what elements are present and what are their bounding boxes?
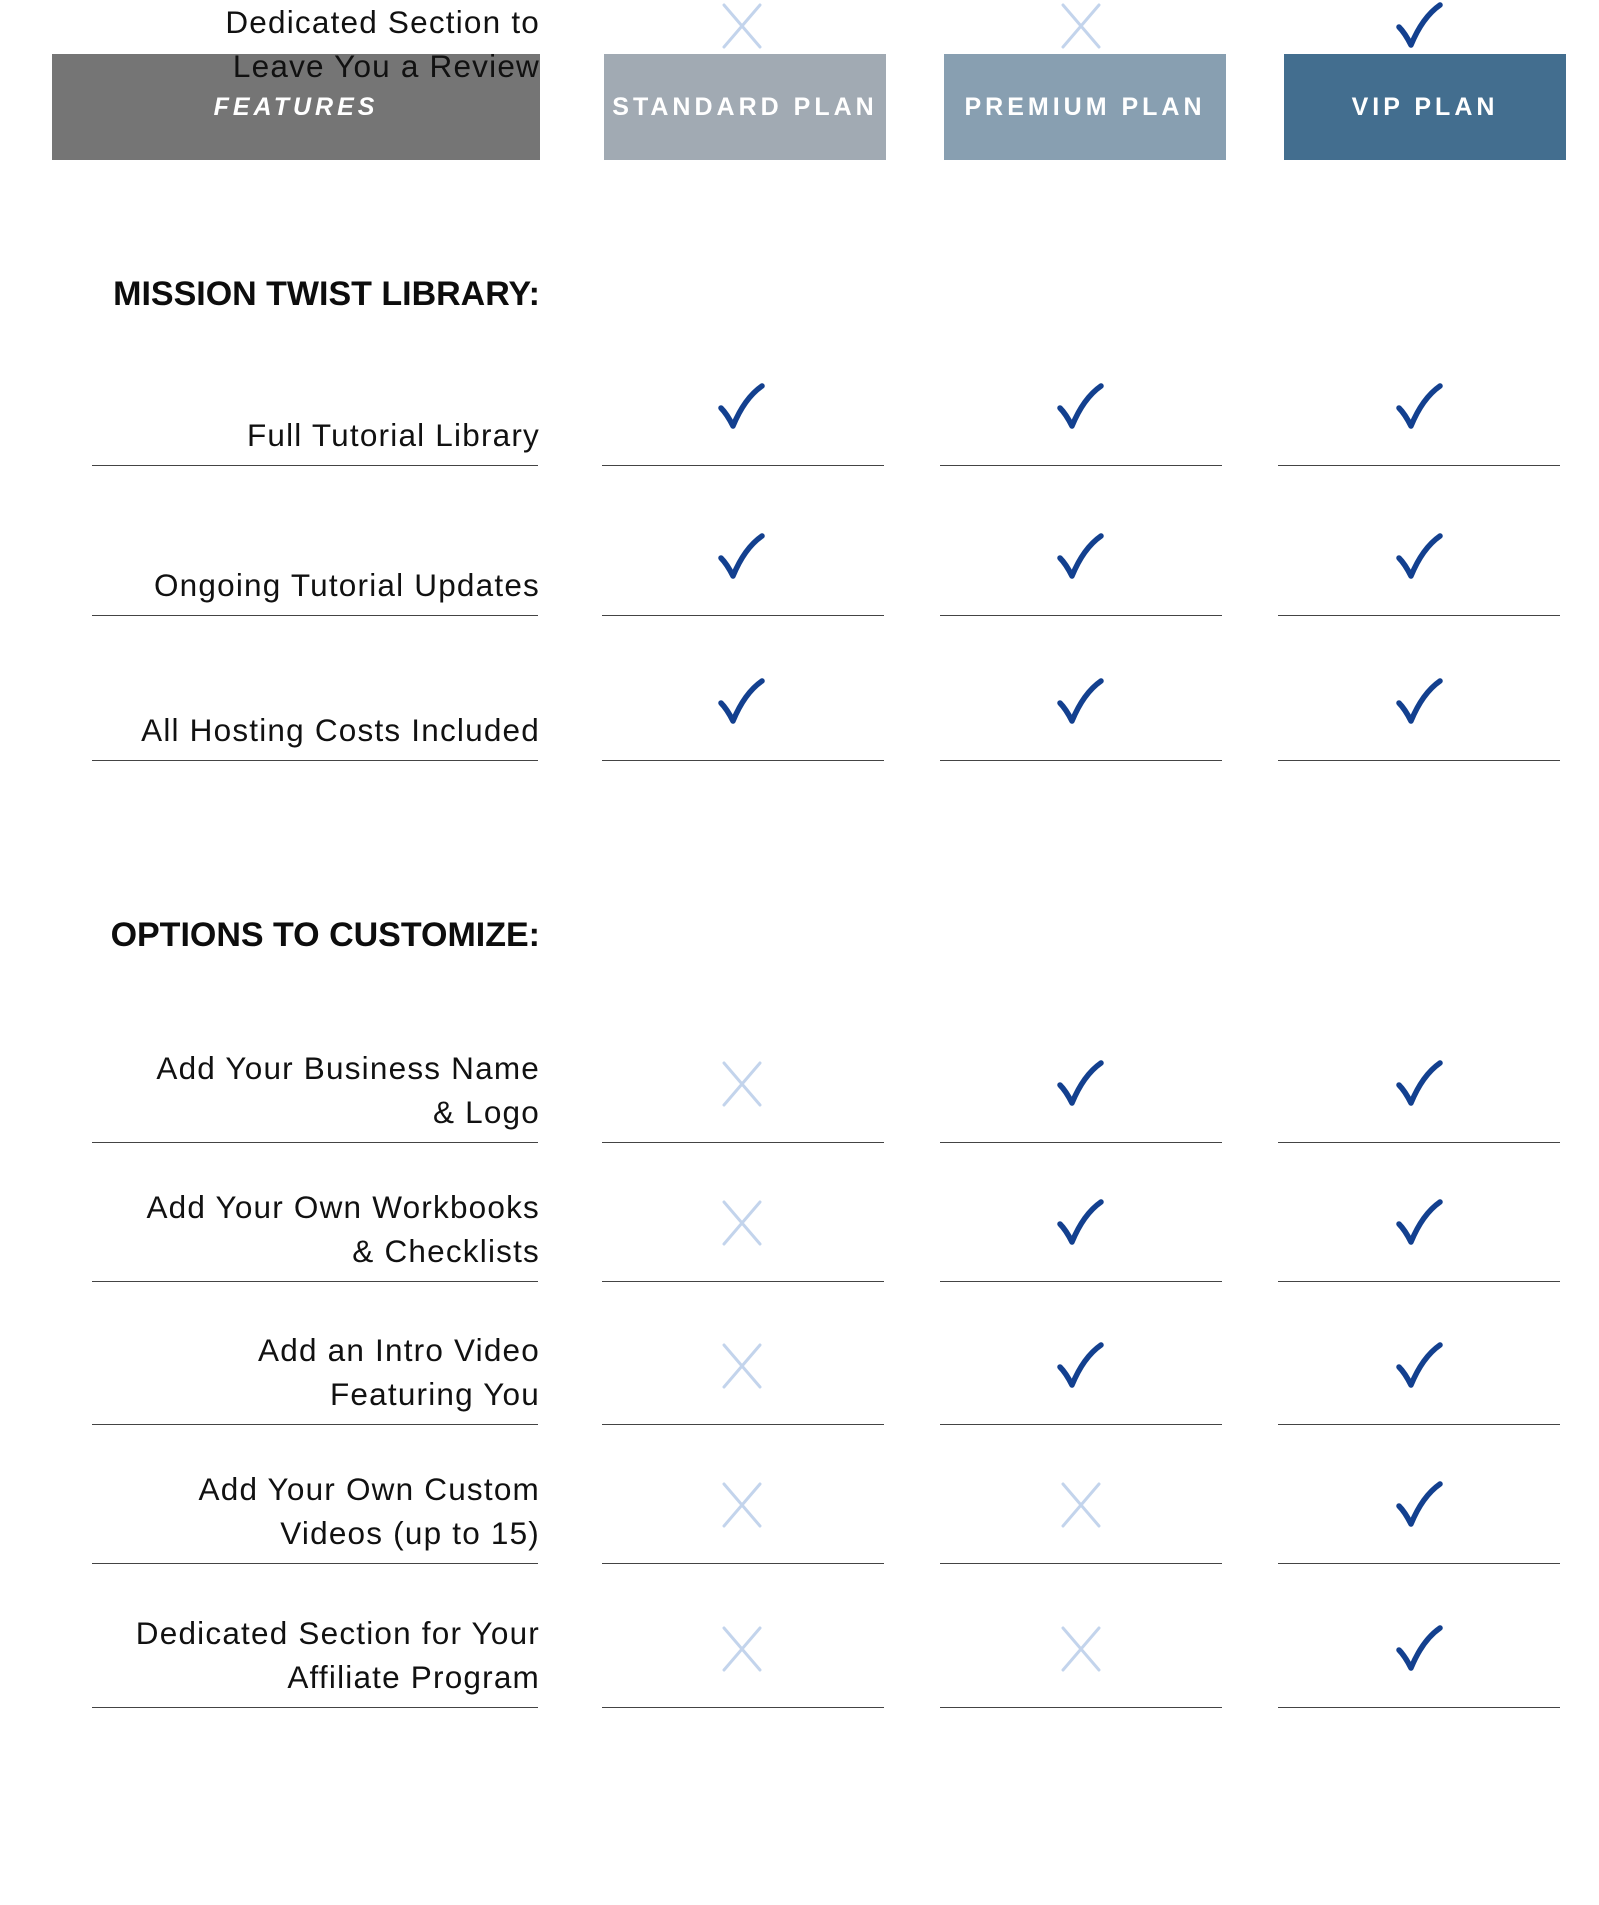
check-icon-premium [1055,381,1107,433]
feature-label [52,1611,540,1699]
check-icon-vip [1394,1197,1446,1249]
feature-label-line2: Leave You a Review [232,48,540,84]
premium-plan-header[interactable]: PREMIUM PLAN [944,54,1226,160]
feature-label-line1: Add Your Business Name [156,1050,540,1086]
check-icon-standard [716,676,768,728]
row-divider-standard [602,1424,884,1425]
cross-icon-standard [716,1197,768,1249]
check-icon-vip [1394,0,1446,52]
section-title-customize: OPTIONS TO CUSTOMIZE: [110,916,540,954]
check-icon-premium [1055,531,1107,583]
check-icon-premium [1055,1340,1107,1392]
row-divider-features [92,1563,538,1564]
row-divider-features [92,1142,538,1143]
row-divider-standard [602,1142,884,1143]
check-icon-vip [1394,1340,1446,1392]
row-divider-premium [940,1142,1222,1143]
feature-label-line2: Videos (up to 15) [280,1515,540,1551]
row-divider-vip [1278,1563,1560,1564]
feature-label-line1: Full Tutorial Library [246,417,540,453]
row-divider-vip [1278,1707,1560,1708]
feature-label [52,1046,540,1134]
row-divider-standard [602,1707,884,1708]
row-divider-standard [602,1281,884,1282]
row-divider-vip [1278,1281,1560,1282]
row-divider-features [92,465,538,466]
check-icon-vip [1394,1623,1446,1675]
feature-label-line2: & Checklists [352,1233,540,1269]
feature-label-line1: Add an Intro Video [258,1332,540,1368]
cross-icon-standard [716,1623,768,1675]
feature-label-line1: Add Your Own Custom [198,1471,540,1507]
row-divider-features [92,1707,538,1708]
feature-label [52,413,540,457]
row-divider-vip [1278,1424,1560,1425]
row-divider-premium [940,1424,1222,1425]
row-divider-standard [602,1563,884,1564]
feature-label [52,1328,540,1416]
section-title-library: MISSION TWIST LIBRARY: [113,275,540,313]
row-divider-premium [940,1707,1222,1708]
check-icon-premium [1055,676,1107,728]
feature-label-line1: Add Your Own Workbooks [146,1189,540,1225]
cross-icon-standard [716,1058,768,1110]
row-divider-features [92,760,538,761]
feature-label-line1: Ongoing Tutorial Updates [153,567,540,603]
feature-label [52,0,540,88]
row-divider-standard [602,615,884,616]
feature-label [52,1467,540,1555]
feature-label-line2: Featuring You [329,1376,540,1412]
check-icon-premium [1055,1197,1107,1249]
row-divider-features [92,1424,538,1425]
cross-icon-standard [716,1340,768,1392]
vip-plan-header[interactable]: VIP PLAN [1284,54,1566,160]
row-divider-vip [1278,1142,1560,1143]
feature-label-line1: All Hosting Costs Included [141,712,540,748]
row-divider-standard [602,465,884,466]
cross-icon-premium [1055,1623,1107,1675]
row-divider-features [92,1281,538,1282]
feature-label-line1: Dedicated Section to [225,4,540,40]
row-divider-premium [940,465,1222,466]
row-divider-vip [1278,760,1560,761]
row-divider-vip [1278,615,1560,616]
cross-icon-premium [1055,0,1107,52]
check-icon-standard [716,531,768,583]
feature-label-line1: Dedicated Section for Your [135,1615,540,1651]
row-divider-vip [1278,465,1560,466]
feature-label-line2: Affiliate Program [287,1659,540,1695]
feature-label [52,1185,540,1273]
check-icon-vip [1394,1058,1446,1110]
cross-icon-premium [1055,1479,1107,1531]
row-divider-premium [940,760,1222,761]
check-icon-vip [1394,381,1446,433]
row-divider-premium [940,615,1222,616]
row-divider-features [92,615,538,616]
check-icon-vip [1394,676,1446,728]
feature-label [52,708,540,752]
check-icon-vip [1394,531,1446,583]
row-divider-premium [940,1281,1222,1282]
check-icon-premium [1055,1058,1107,1110]
feature-label [52,563,540,607]
row-divider-premium [940,1563,1222,1564]
standard-plan-header[interactable]: STANDARD PLAN [604,54,886,160]
cross-icon-standard [716,1479,768,1531]
row-divider-standard [602,760,884,761]
check-icon-standard [716,381,768,433]
features-header: FEATURES [52,54,540,160]
cross-icon-standard [716,0,768,52]
feature-label-line2: & Logo [432,1094,540,1130]
check-icon-vip [1394,1479,1446,1531]
